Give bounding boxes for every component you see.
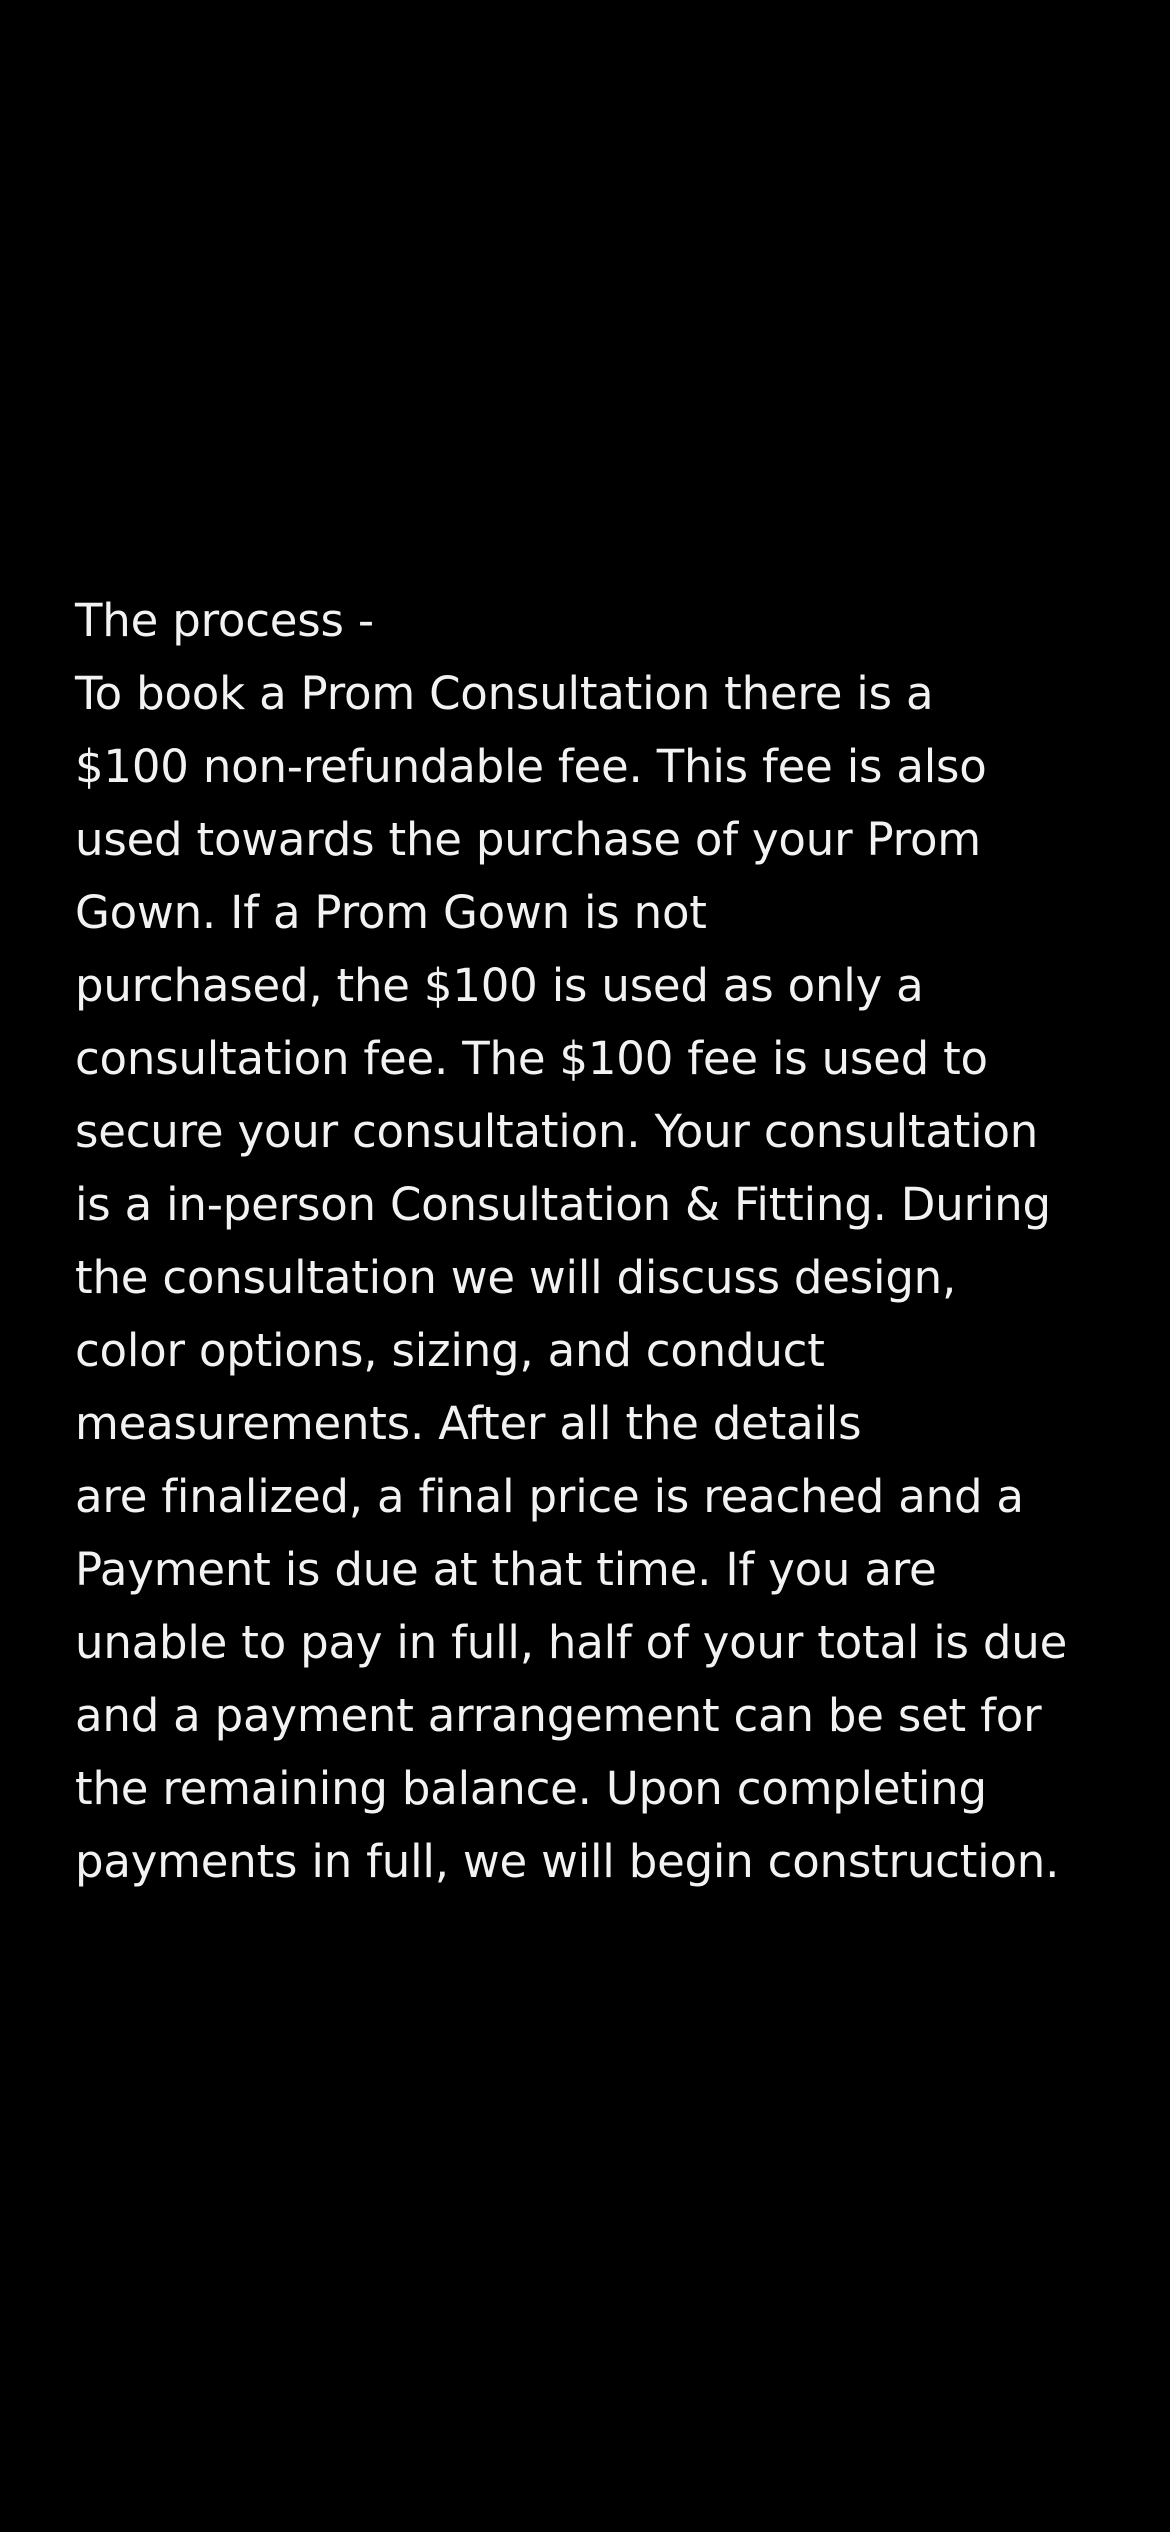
process-line-4: Gown. If a Prom Gown is not <box>75 886 707 939</box>
process-line-5: purchased, the $100 is used as only a <box>75 959 924 1012</box>
process-line-14: unable to pay in full, half of your total is due <box>75 1616 1068 1669</box>
process-line-12: are finalized, a final price is reached and a <box>75 1470 1024 1523</box>
process-line-9: the consultation we will discuss design, <box>75 1251 957 1304</box>
process-line-11: measurements. After all the details <box>75 1397 862 1450</box>
process-line-10: color options, sizing, and conduct <box>75 1324 825 1377</box>
process-title: The process - <box>75 594 374 647</box>
process-line-7: secure your consultation. Your consultation <box>75 1105 1039 1158</box>
process-text-block <box>75 584 1115 1898</box>
process-line-2: $100 non-refundable fee. This fee is also <box>75 740 987 793</box>
process-line-17: payments in full, we will begin construction. <box>75 1835 1060 1888</box>
process-line-1: To book a Prom Consultation there is a <box>75 667 934 720</box>
process-line-13: Payment is due at that time. If you are <box>75 1543 937 1596</box>
process-line-16: the remaining balance. Upon completing <box>75 1762 987 1815</box>
process-line-8: is a in-person Consultation & Fitting. During <box>75 1178 1051 1231</box>
process-line-15: and a payment arrangement can be set for <box>75 1689 1042 1742</box>
process-line-6: consultation fee. The $100 fee is used to <box>75 1032 988 1085</box>
process-line-3: used towards the purchase of your Prom <box>75 813 981 866</box>
